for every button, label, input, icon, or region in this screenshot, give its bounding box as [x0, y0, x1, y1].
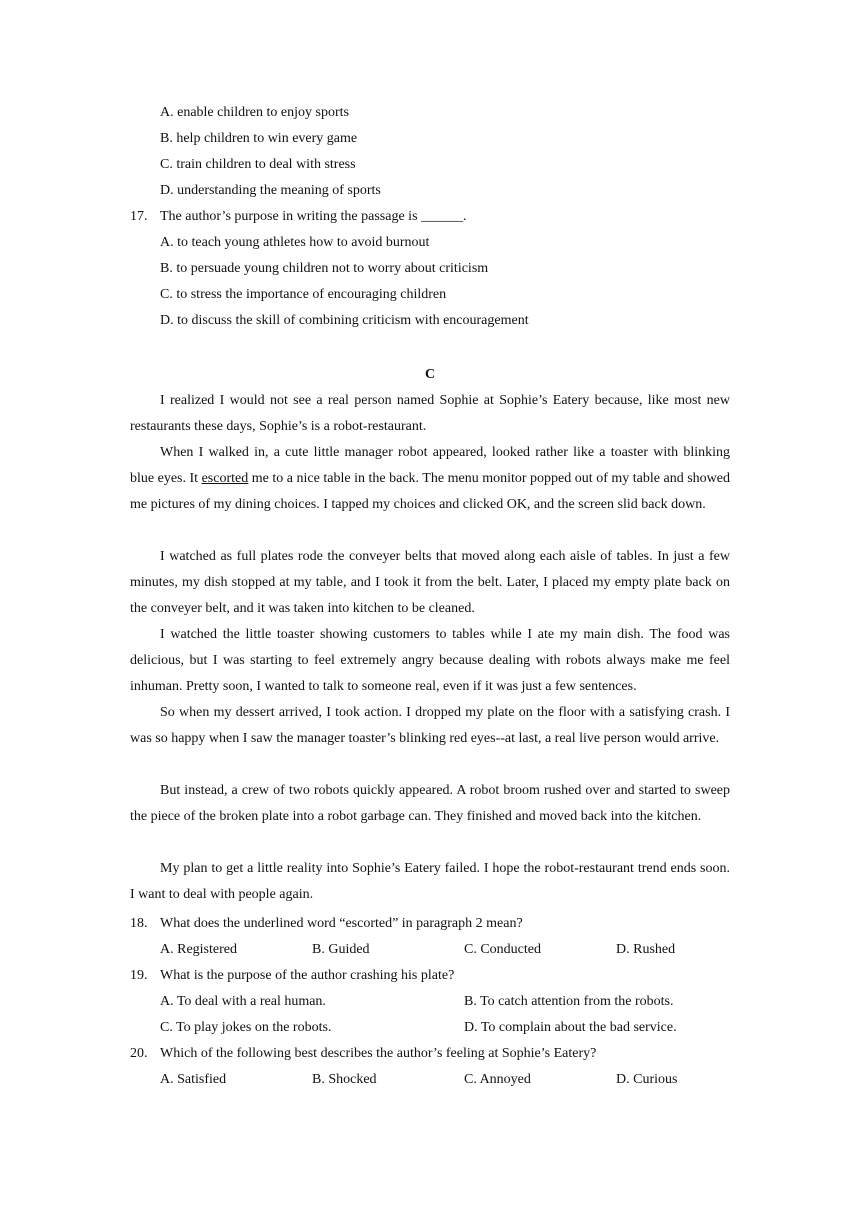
- q20-number: 20.: [130, 1046, 148, 1061]
- q17-number: 17.: [130, 209, 148, 224]
- q16-option-b: B. help children to win every game: [160, 131, 358, 146]
- q20-option-c: C. Annoyed: [464, 1072, 531, 1087]
- passage-paragraph-6: But instead, a crew of two robots quickly appeared. A robot broom rushed over and started to sweep the piece of the broken plate into a robot garbage can. They finished and moved back into the kitchen.: [130, 783, 730, 824]
- q17-option-c: C. to stress the importance of encouraging children: [160, 287, 447, 302]
- q18-option-a: A. Registered: [160, 942, 237, 957]
- q20-option-b: B. Shocked: [312, 1072, 377, 1087]
- q19-number: 19.: [130, 968, 148, 983]
- passage-paragraph-4: I watched the little toaster showing customers to tables while I ate my main dish. The food was delicious, but I was starting to feel extremely angry because dealing with robots always make me feel inhuman. Pretty soon, I wanted to talk to someone real, even if it was just a few sentences.: [130, 627, 730, 694]
- q18-option-b: B. Guided: [312, 942, 370, 957]
- q19-option-c: C. To play jokes on the robots.: [160, 1020, 332, 1035]
- q17-option-d: D. to discuss the skill of combining criticism with encouragement: [160, 313, 529, 328]
- section-title: C: [424, 367, 436, 382]
- passage-paragraph-2: When I walked in, a cute little manager robot appeared, looked rather like a toaster with blinking blue eyes. It escorted me to a nice table in the back. The menu monitor popped out of my table and showed me pictures of my dining choices. I tapped my choices and clicked OK, and the screen slid back down.: [130, 445, 731, 512]
- q18-question: What does the underlined word “escorted” in paragraph 2 mean?: [160, 916, 523, 931]
- passage-paragraph-3: I watched as full plates rode the conveyer belts that moved along each aisle of tables. In just a few minutes, my dish stopped at my table, and I took it from the belt. Later, I placed my empty plate back on the conveyer belt, and it was taken into kitchen to be cleaned.: [130, 549, 730, 616]
- q17-option-a: A. to teach young athletes how to avoid burnout: [160, 235, 430, 250]
- q18-option-c: C. Conducted: [464, 942, 541, 957]
- q18-option-d: D. Rushed: [616, 942, 676, 957]
- q18-number: 18.: [130, 916, 148, 931]
- q17-question: The author’s purpose in writing the passage is ______.: [160, 209, 467, 224]
- q16-option-d: D. understanding the meaning of sports: [160, 183, 381, 198]
- q20-option-a: A. Satisfied: [160, 1072, 227, 1087]
- passage-paragraph-5: So when my dessert arrived, I took action. I dropped my plate on the floor with a satisfying crash. I was so happy when I saw the manager toaster’s blinking red eyes--at last, a real live person would arrive.: [130, 705, 730, 746]
- q16-option-a: A. enable children to enjoy sports: [160, 105, 349, 120]
- q19-option-a: A. To deal with a real human.: [160, 994, 326, 1009]
- q20-question: Which of the following best describes the author’s feeling at Sophie’s Eatery?: [160, 1046, 597, 1061]
- q19-option-b: B. To catch attention from the robots.: [464, 994, 674, 1009]
- passage-paragraph-7: My plan to get a little reality into Sophie’s Eatery failed. I hope the robot-restaurant trend ends soon. I want to deal with people again.: [130, 861, 730, 902]
- q19-option-d: D. To complain about the bad service.: [464, 1020, 677, 1035]
- q17-option-b: B. to persuade young children not to worry about criticism: [160, 261, 489, 276]
- q16-option-c: C. train children to deal with stress: [160, 157, 356, 172]
- q20-option-d: D. Curious: [616, 1072, 678, 1087]
- q19-question: What is the purpose of the author crashing his plate?: [160, 968, 455, 983]
- passage-paragraph-1: I realized I would not see a real person named Sophie at Sophie’s Eatery because, like most new restaurants these days, Sophie’s is a robot-restaurant.: [130, 393, 730, 434]
- underlined-word: escorted: [201, 471, 249, 486]
